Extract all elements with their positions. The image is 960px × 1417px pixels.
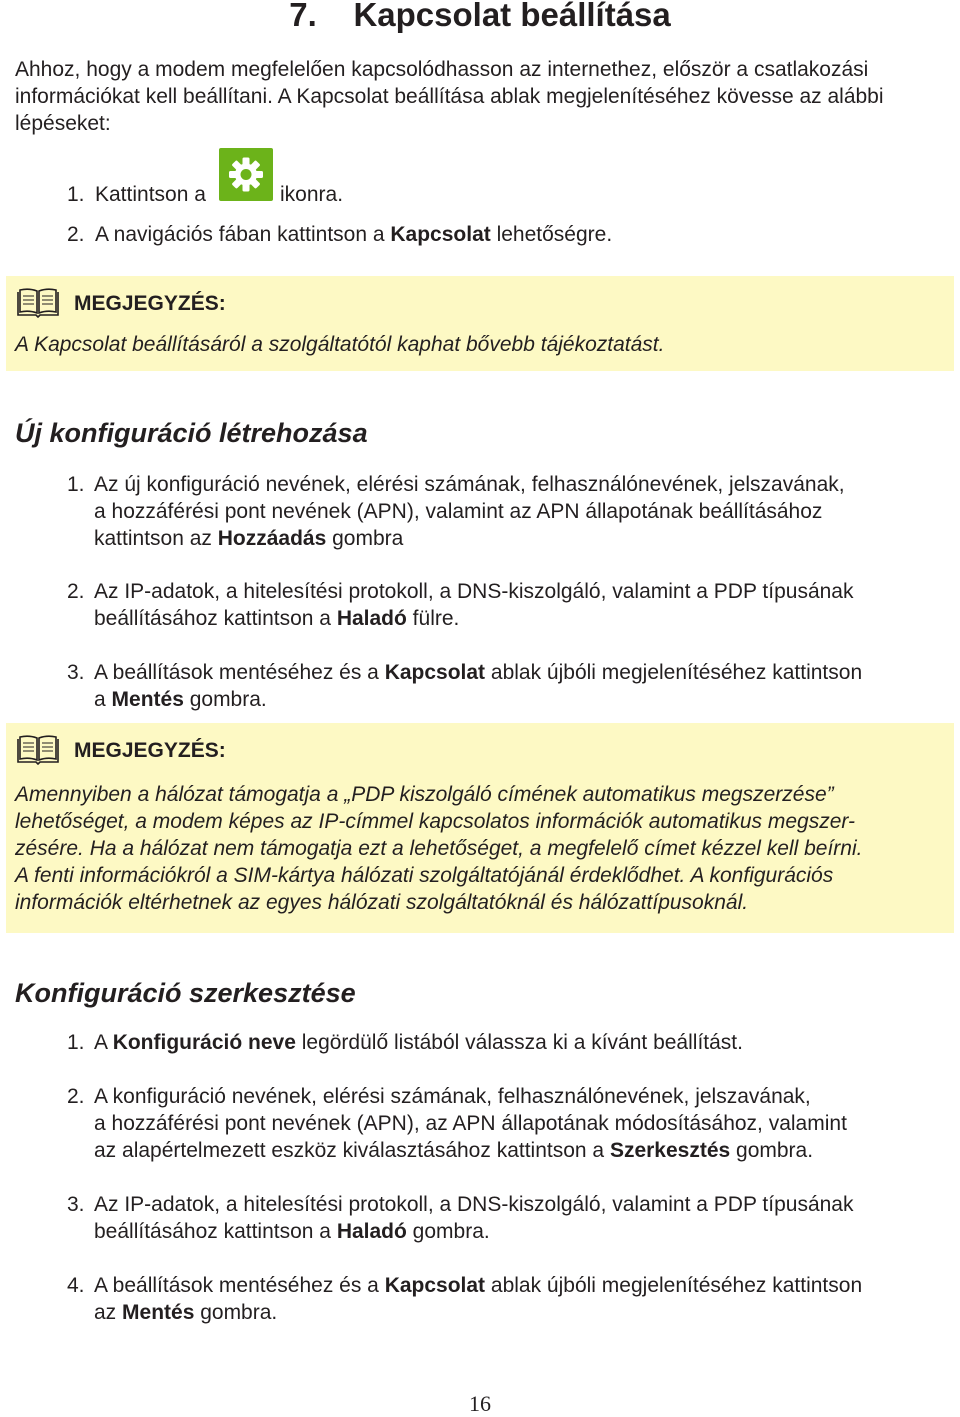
item-line (94, 1272, 954, 1299)
step-2 (67, 221, 867, 248)
text-part: ablak újbóli megjelenítéséhez kattintson (485, 661, 863, 684)
book-icon (16, 735, 60, 765)
step-text-before: Kattintson a (95, 183, 206, 206)
text-part: gombra (326, 527, 404, 550)
page-title: 7. Kapcsolat beállítása (289, 0, 671, 33)
text-part: kattintson az (94, 527, 218, 550)
text-part: fülre. (406, 607, 460, 630)
item-line (94, 1029, 954, 1056)
text-part: a (94, 688, 112, 711)
list-item (67, 1083, 937, 1164)
text-part: beállításához kattintson a (94, 607, 337, 630)
note-line: lehetőséget, a modem képes az IP-címmel kapcsolatos információk automatikus megszer- (15, 810, 855, 833)
item-text (94, 1191, 954, 1245)
kapcsolat-bold: Kapcsolat (384, 1274, 486, 1297)
note-label: MEGJEGYZÉS: (74, 292, 226, 315)
text-part: az alapértelmezett eszköz kiválasztásához kattintson a (94, 1139, 610, 1162)
item-line (94, 686, 954, 713)
item-line (94, 525, 954, 552)
text-part: legördülő listából válassza ki a kívánt beállítást. (295, 1031, 743, 1054)
list-item (67, 1029, 937, 1056)
mentes-bold: Mentés (111, 688, 184, 711)
note-box (6, 276, 954, 371)
book-icon (16, 288, 60, 318)
step-text-part: lehetőségre. (490, 223, 613, 246)
note-label: MEGJEGYZÉS: (74, 739, 226, 762)
item-text (94, 1029, 954, 1056)
note-text: A Kapcsolat beállításáról a szolgáltatótól kaphat bővebb tájékoztatást. (15, 333, 665, 356)
item-line: Az IP-adatok, a hitelesítési protokoll, a DNS-kiszolgáló, valamint a PDP típusának (94, 1193, 854, 1216)
halado-bold: Haladó (336, 1220, 407, 1243)
item-line: a hozzáférési pont nevének (APN), az APN állapotának módosításához, valamint (94, 1112, 847, 1135)
halado-bold: Haladó (336, 607, 407, 630)
note-line: A fenti információkról a SIM-kártya hálózati szolgáltatójánál érdeklődhet. A konfigurációs (15, 864, 834, 887)
item-text (94, 1083, 954, 1164)
note-text (15, 781, 862, 916)
kapcsolat-bold: Kapcsolat (390, 223, 491, 246)
intro-line: információkat kell beállítani. A Kapcsolat beállítása ablak megjelenítéséhez kövesse az alábbi (15, 85, 884, 108)
text-part: A (94, 1031, 113, 1054)
settings-gear-icon (219, 148, 273, 201)
item-number: 3. (67, 1193, 85, 1216)
text-part: gombra. (194, 1301, 278, 1324)
note-box (6, 723, 954, 933)
item-line (94, 1299, 954, 1326)
list-item (67, 578, 937, 632)
item-text (94, 471, 954, 552)
page-number: 16 (469, 1391, 491, 1416)
hozzaadas-bold: Hozzáadás (217, 527, 327, 550)
intro-line: Ahhoz, hogy a modem megfelelően kapcsolódhasson az internethez, először a csatlakozási (15, 58, 869, 81)
item-number: 1. (67, 1031, 85, 1054)
item-line: a hozzáférési pont nevének (APN), valamint az APN állapotának beállításához (94, 500, 823, 523)
text-part: A beállítások mentéséhez és a (94, 661, 385, 684)
intro-line: lépéseket: (15, 112, 111, 135)
step-text (95, 221, 612, 248)
item-line (94, 659, 954, 686)
item-number: 1. (67, 473, 85, 496)
item-line (94, 1218, 954, 1245)
item-number: 3. (67, 661, 85, 684)
text-part: az (94, 1301, 123, 1324)
text-part: gombra. (406, 1220, 490, 1243)
list-item (67, 471, 937, 552)
list-item (67, 659, 937, 713)
section-title-edit: Konfiguráció szerkesztése (15, 978, 356, 1008)
note-line: Amennyiben a hálózat támogatja a „PDP kiszolgáló címének automatikus megszerzése” (15, 783, 834, 806)
text-part: ablak újbóli megjelenítéséhez kattintson (485, 1274, 863, 1297)
step-text-part: A navigációs fában kattintson a (95, 223, 391, 246)
kapcsolat-bold: Kapcsolat (384, 661, 486, 684)
item-text (94, 578, 954, 632)
note-line: zésére. Ha a hálózat nem támogatja ezt a lehetőséget, a megfelelő címet kézzel kell beírni. (15, 837, 863, 860)
item-line (94, 1137, 954, 1164)
mentes-bold: Mentés (122, 1301, 195, 1324)
konfiguracio-neve-bold: Konfiguráció neve (112, 1031, 296, 1054)
item-number: 2. (67, 1085, 85, 1108)
text-part: beállításához kattintson a (94, 1220, 337, 1243)
note-line: információk eltérhetnek az egyes hálózati szolgáltatóknál és hálózattípusoknál. (15, 891, 749, 914)
text-part: gombra. (183, 688, 267, 711)
item-line: Az új konfiguráció nevének, elérési számának, felhasználónevének, jelszavának, (94, 473, 845, 496)
item-line: A konfiguráció nevének, elérési számának, felhasználónevének, jelszavának, (94, 1085, 811, 1108)
item-number: 2. (67, 580, 85, 603)
text-part: gombra. (730, 1139, 814, 1162)
intro-paragraph (15, 56, 945, 137)
item-text (94, 1272, 954, 1326)
text-part: A beállítások mentéséhez és a (94, 1274, 385, 1297)
szerkesztes-bold: Szerkesztés (609, 1139, 731, 1162)
step-number: 1. (67, 183, 85, 206)
list-item (67, 1191, 937, 1245)
item-line (94, 605, 954, 632)
list-item (67, 1272, 937, 1326)
step-number: 2. (67, 223, 85, 246)
item-text (94, 659, 954, 713)
step-text-after: ikonra. (280, 183, 344, 206)
item-number: 4. (67, 1274, 85, 1297)
section-title-new: Új konfiguráció létrehozása (15, 418, 368, 448)
item-line: Az IP-adatok, a hitelesítési protokoll, a DNS-kiszolgáló, valamint a PDP típusának (94, 580, 854, 603)
